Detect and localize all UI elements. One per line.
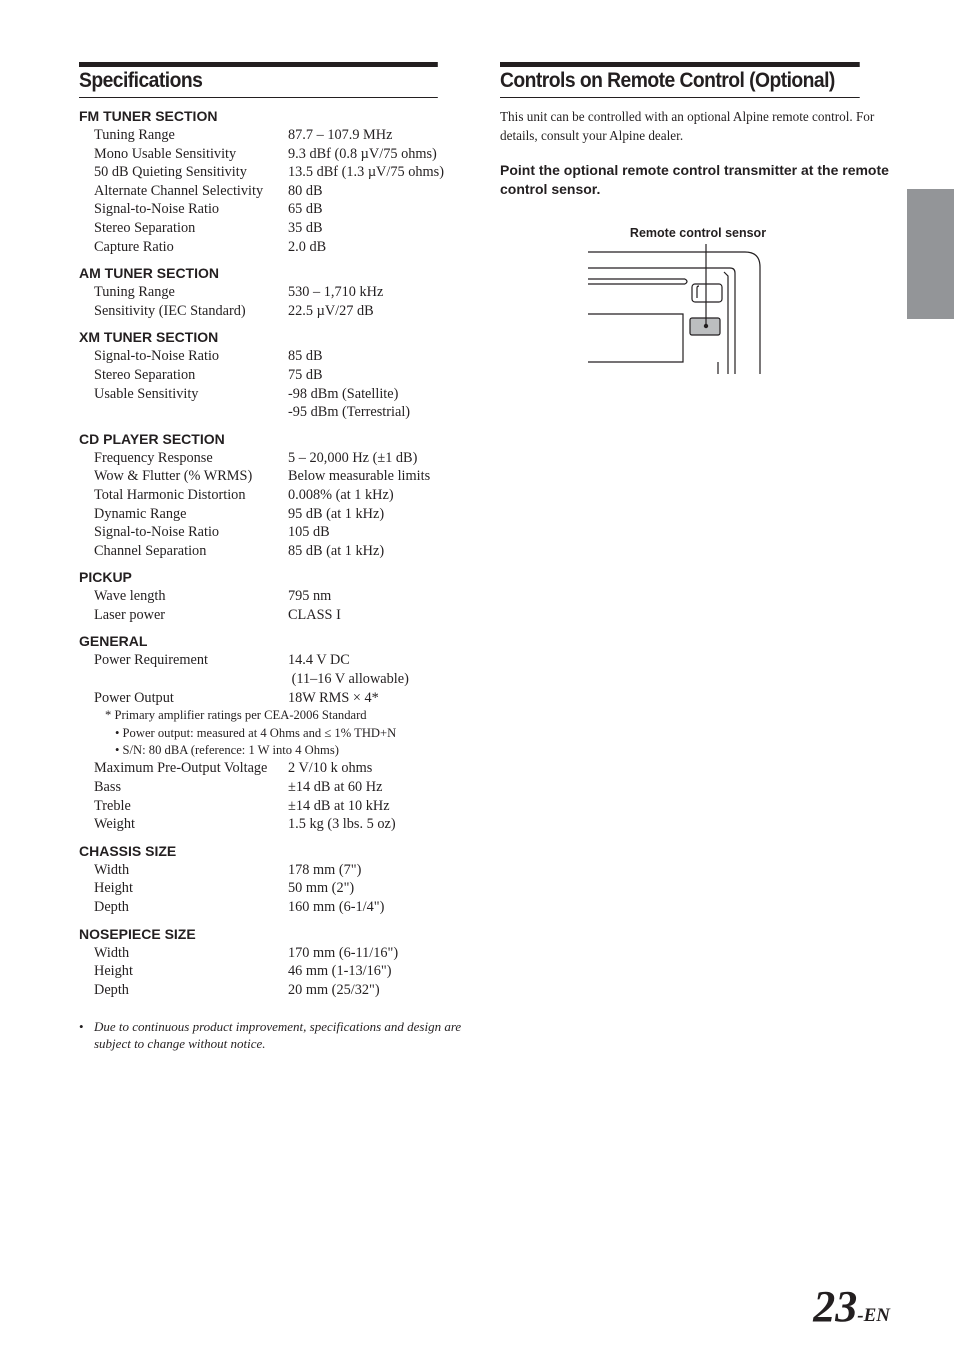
spec-value: 80 dB — [288, 182, 323, 199]
specifications-column — [79, 62, 469, 1052]
sensor-leader-dot — [704, 324, 708, 328]
spec-label: Alternate Channel Selectivity — [94, 182, 264, 199]
spec-label: Channel Separation — [94, 542, 207, 559]
spec-label: Stereo Separation — [94, 219, 196, 236]
spec-footnote: * Primary amplifier ratings per CEA-2006 Standard — [105, 708, 367, 723]
spec-label: Wave length — [94, 588, 166, 605]
spec-label: Depth — [94, 981, 129, 998]
spec-label: Signal-to-Noise Ratio — [94, 348, 220, 365]
spec-row — [79, 219, 469, 238]
spec-row — [79, 505, 469, 524]
spec-row — [79, 797, 469, 816]
spec-row — [79, 145, 469, 164]
display-window — [588, 314, 683, 362]
spec-label: Tuning Range — [94, 284, 175, 301]
specifications-heading-wrap — [79, 62, 469, 98]
spec-row — [79, 467, 469, 486]
spec-value: 105 dB — [288, 524, 330, 541]
spec-value: 95 dB (at 1 kHz) — [288, 505, 385, 522]
remote-instruction: Point the optional remote control transmitter at the remote control sensor. — [500, 162, 889, 197]
spec-label: Signal-to-Noise Ratio — [94, 524, 220, 541]
spec-label — [79, 403, 288, 422]
spec-value: 795 nm — [288, 588, 332, 605]
spec-section-title: XM TUNER SECTION — [79, 329, 219, 346]
spec-row — [79, 182, 469, 201]
spec-value: 5 – 20,000 Hz (±1 dB) — [288, 449, 418, 466]
spec-value: 178 mm (7") — [288, 861, 362, 878]
page-number-value: 23 — [813, 1282, 858, 1331]
spec-section-title: CHASSIS SIZE — [79, 842, 177, 859]
spec-row — [79, 347, 469, 366]
remote-heading-wrap — [500, 62, 891, 98]
spec-label: Tuning Range — [94, 127, 175, 143]
spec-section-title: CD PLAYER SECTION — [79, 430, 225, 447]
spec-section-title: AM TUNER SECTION — [79, 265, 219, 282]
spec-row — [79, 385, 469, 404]
slot-end — [685, 279, 687, 284]
remote-sensor-diagram — [585, 222, 775, 378]
spec-row — [79, 587, 469, 606]
spec-row — [79, 651, 469, 670]
spec-row — [79, 283, 469, 302]
spec-row — [79, 449, 469, 468]
spec-row — [79, 815, 469, 834]
spec-section-title: PICKUP — [79, 569, 132, 586]
spec-label: Height — [94, 880, 133, 897]
specifications-heading: Specifications — [79, 62, 438, 98]
page-number — [813, 1282, 890, 1332]
spec-label: Stereo Separation — [94, 366, 196, 383]
spec-label: Width — [94, 944, 130, 961]
spec-row — [79, 403, 469, 422]
spec-label: Height — [94, 963, 133, 980]
spec-value: 170 mm (6-11/16") — [288, 944, 399, 961]
spec-row — [79, 759, 469, 778]
spec-label: Bass — [94, 779, 122, 796]
spec-label: Power Requirement — [94, 652, 208, 669]
spec-value: -95 dBm (Terrestrial) — [288, 404, 411, 421]
spec-sections — [79, 107, 469, 999]
spec-label: Depth — [94, 899, 129, 916]
spec-row — [79, 163, 469, 182]
spec-value: 50 mm (2") — [288, 880, 355, 897]
spec-value: ±14 dB at 60 Hz — [288, 779, 383, 796]
spec-section-title: NOSEPIECE SIZE — [79, 925, 196, 942]
spec-value: 75 dB — [288, 366, 323, 383]
spec-value: 14.4 V DC — [288, 652, 350, 669]
spec-section-title: FM TUNER SECTION — [79, 108, 218, 124]
spec-value: -98 dBm (Satellite) — [288, 385, 399, 402]
spec-row — [79, 689, 469, 708]
spec-row — [79, 670, 469, 689]
section-side-tab — [907, 189, 954, 319]
unit-inner-edge — [724, 272, 728, 374]
spec-label: Treble — [94, 797, 131, 814]
spec-footnote: • S/N: 80 dBA (reference: 1 W into 4 Ohms) — [115, 743, 339, 758]
head-unit-illustration — [585, 222, 775, 378]
spec-row — [79, 126, 469, 145]
spec-row — [79, 523, 469, 542]
spec-label: Dynamic Range — [94, 505, 187, 522]
spec-label: Maximum Pre-Output Voltage — [94, 760, 268, 777]
disclaimer — [79, 1019, 469, 1052]
remote-sensor-label: Remote control sensor — [629, 226, 767, 240]
spec-value: 2 V/10 k ohms — [288, 760, 373, 777]
spec-value: ±14 dB at 10 kHz — [288, 797, 390, 814]
spec-row — [79, 606, 469, 625]
spec-label: Mono Usable Sensitivity — [94, 145, 237, 162]
spec-value: 160 mm (6-1/4") — [288, 899, 385, 916]
disclaimer-bullet: • — [79, 1019, 84, 1035]
spec-row — [79, 861, 469, 880]
spec-row — [79, 981, 469, 1000]
spec-label: Sensitivity (IEC Standard) — [94, 302, 246, 319]
spec-label — [79, 670, 288, 689]
spec-label: Frequency Response — [94, 449, 213, 466]
spec-value: 1.5 kg (3 lbs. 5 oz) — [288, 816, 396, 833]
spec-value: 13.5 dBf (1.3 µV/75 ohms) — [288, 164, 444, 181]
spec-value: 0.008% (at 1 kHz) — [288, 486, 394, 503]
spec-row — [79, 200, 469, 219]
spec-label: Laser power — [94, 606, 166, 623]
spec-label: Power Output — [94, 689, 174, 706]
spec-value: 2.0 dB — [288, 238, 327, 255]
spec-row — [79, 962, 469, 981]
spec-row — [79, 238, 469, 257]
spec-label: Signal-to-Noise Ratio — [94, 201, 220, 218]
spec-value: Below measurable limits — [288, 468, 431, 485]
disclaimer-text: Due to continuous product improvement, specifications and design are subject to change without notice. — [94, 1019, 462, 1051]
spec-label: Total Harmonic Distortion — [94, 486, 246, 503]
spec-section-title: GENERAL — [79, 633, 148, 650]
spec-label: Capture Ratio — [94, 238, 174, 255]
spec-label: Width — [94, 861, 130, 878]
spec-value: 18W RMS × 4* — [288, 689, 379, 706]
spec-value: 65 dB — [288, 201, 323, 218]
spec-value: 85 dB — [288, 348, 323, 365]
spec-value: 22.5 µV/27 dB — [288, 302, 374, 319]
spec-row — [79, 879, 469, 898]
remote-intro-text: This unit can be controlled with an optional Alpine remote control. For details, consult your Alpine dealer. — [500, 109, 875, 143]
spec-value: 35 dB — [288, 219, 323, 236]
spec-row — [79, 486, 469, 505]
spec-row — [79, 302, 469, 321]
remote-control-heading: Controls on Remote Control (Optional) — [500, 62, 860, 98]
spec-row — [79, 366, 469, 385]
spec-label: Wow & Flutter (% WRMS) — [94, 468, 253, 485]
spec-label: Weight — [94, 816, 135, 833]
spec-value: 20 mm (25/32") — [288, 981, 380, 998]
spec-value: 9.3 dBf (0.8 µV/75 ohms) — [288, 145, 437, 162]
spec-footnote: • Power output: measured at 4 Ohms and ≤ 1% THD+N — [115, 725, 397, 740]
spec-row — [79, 898, 469, 917]
spec-value: 85 dB (at 1 kHz) — [288, 542, 385, 559]
spec-row — [79, 542, 469, 561]
eject-inner — [697, 286, 699, 298]
page-number-suffix: -EN — [857, 1305, 890, 1326]
spec-value: 46 mm (1-13/16") — [288, 963, 392, 980]
spec-value: 87.7 – 107.9 MHz — [288, 127, 393, 143]
spec-value: (11–16 V allowable) — [288, 671, 409, 688]
spec-value: CLASS I — [288, 606, 341, 623]
spec-value: 530 – 1,710 kHz — [288, 284, 384, 301]
remote-control-column — [500, 62, 891, 198]
spec-label: 50 dB Quieting Sensitivity — [94, 164, 247, 181]
spec-row — [79, 778, 469, 797]
spec-label: Usable Sensitivity — [94, 385, 199, 402]
spec-row — [79, 944, 469, 963]
